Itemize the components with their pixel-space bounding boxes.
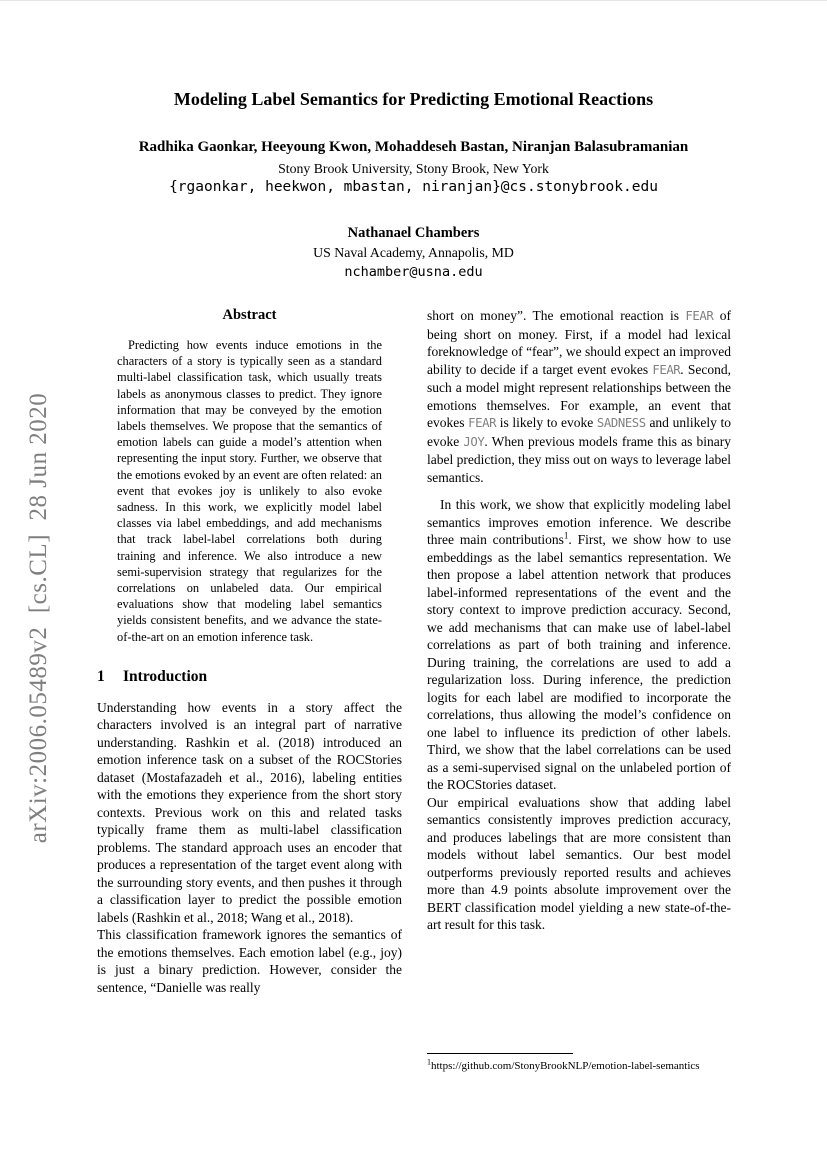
paper-title: Modeling Label Semantics for Predicting Emotional Reactions xyxy=(173,89,654,109)
right-column xyxy=(427,307,731,996)
intro-paragraph-1: Understanding how events in a story affect the characters involved is an integral part of narrative understanding. Rashkin et al. (2018) introduced an emotion inference task on a subset of the ROCStories dataset (Mostafazadeh et al., 2016), labeling entities with the emotions they experience from the short story contexts. Previous work on this and related tasks typically frame them as multi-label classification problems. The standard approach uses an encoder that produces a representation of the target event along with the surrounding story events, and then pushes it through a classification layer to predict the possible emotion labels (Rashkin et al., 2018; Wang et al., 2018). xyxy=(97,699,402,925)
footnote-block xyxy=(427,1053,731,1074)
footnote-marker: 1 xyxy=(427,1057,431,1067)
body-paragraph-results: Our empirical evaluations show that adding label semantics consistently improves prediction accuracy, and produces labelings that are more consistent than models without label semantics. Our best model outperforms previously reported results and achieves more than 4.9 points absolute improvement over the BERT classification model yielding a new state-of-the-art result for this task. xyxy=(427,794,731,932)
abstract-heading: Abstract xyxy=(222,307,277,323)
two-column-body xyxy=(97,307,731,996)
footnote-divider xyxy=(427,1053,573,1054)
section-1-heading xyxy=(97,668,402,686)
section-title: Introduction xyxy=(123,667,208,685)
arxiv-watermark: arXiv:2006.05489v2 [cs.CL] 28 Jun 2020 xyxy=(25,392,52,844)
abstract-text: Predicting how events induce emotions in the characters of a story is typically seen as a standard multi-label classification task, which usually treats labels as anonymous classes to predict. They ignore information that may be conveyed by the emotion labels themselves. We propose that the semantics of emotion labels can guide a model’s attention when representing the input story. Further, we observe that the emotions evoked by an event are often related: an event that evokes joy is unlikely to also evoke sadness. In this work, we explicitly model label classes via label embeddings, and add mechanisms that track label-label correlations both during training and inference. We also introduce a new semi-supervision strategy that regularizes for the correlations on unlabeled data. Our empirical evaluations show that modeling label semantics yields consistent benefits, and we advance the state-of-the-art on an emotion inference task. xyxy=(117,338,382,644)
author-line-1: Radhika Gaonkar, Heeyoung Kwon, Mohaddeseh Bastan, Niranjan Balasubramanian xyxy=(138,139,689,155)
email-line-1: {rgaonkar, heekwon, mbastan, niranjan}@cs.stonybrook.edu xyxy=(169,179,658,195)
footnote-text xyxy=(427,1057,731,1074)
body-paragraph-contributions: In this work, we show that explicitly modeling label semantics improves emotion inference. We describe three main contributions$^1$. First, we show how to use embeddings as the label semantics representation. We then propose a label attention network that produces label-informed representations of the event and the story context to improve prediction accuracy. Second, we add mechanisms that can make use of label-label correlations as part of both training and inference. During training, the correlations are used to add a regularization loss. During inference, the prediction logits for each label are modified to incorporate the correlations, thus allowing the model’s confidence on one label to influence its prediction of other labels. Third, we show that the label correlations can be used as a semi-supervised signal on the unlabeled portion of the ROCStories dataset. xyxy=(427,497,732,792)
body-paragraph-continuation: short on money”. The emotional reaction is FEAR of being short on money. First, if a model had lexical foreknowledge of “fear”, we should expect an improved ability to decide if a target event evokes FEAR. Second, such a model might represent relationships between the emotions themselves. For example, an event that evokes FEAR is likely to evoke SADNESS and unlikely to evoke JOY. When previous models frame this as binary label prediction, they miss out on ways to leverage label semantics. xyxy=(427,308,731,485)
email-line-2: nchamber@usna.edu xyxy=(344,264,483,280)
intro-paragraph-2: This classification framework ignores the semantics of the emotions themselves. Each emotion label (e.g., joy) is just a binary prediction. However, consider the sentence, “Danielle was really xyxy=(97,927,402,995)
left-column xyxy=(97,307,402,996)
affiliation-1: Stony Brook University, Stony Brook, New York xyxy=(278,161,549,176)
footnote-url: https://github.com/StonyBrookNLP/emotion-label-semantics xyxy=(431,1060,700,1072)
section-number: 1 xyxy=(97,667,105,685)
author-name-2: Nathanael Chambers xyxy=(347,225,480,241)
affiliation-2: US Naval Academy, Annapolis, MD xyxy=(313,245,514,260)
